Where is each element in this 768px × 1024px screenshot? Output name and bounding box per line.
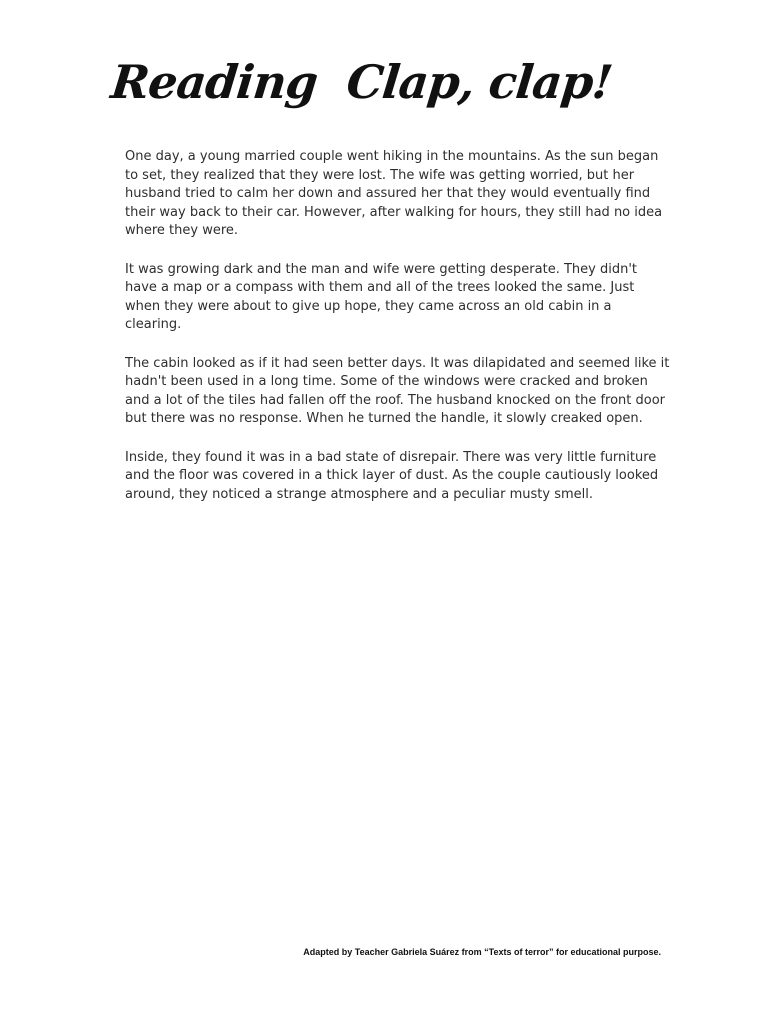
- story-paragraph-2: It was growing dark and the man and wife were getting desperate. They didn't have a map or a compass with them and all of the trees looked the same. Just when they were about to give up hope, they came across an old cabin in a clearing.: [125, 261, 637, 332]
- story-paragraph-1: One day, a young married couple went hiking in the mountains. As the sun began to set, they realized that they were lost. The wife was getting worried, but her husband tried to calm her down and assured her that they would eventually find their way back to their car. However, after walking for hours, they still had no idea where they were.: [125, 149, 663, 238]
- story-paragraph-3: The cabin looked as if it had seen better days. It was dilapidated and seemed like it hadn't been used in a long time. Some of the windows were cracked and broken and a lot of the tiles had fallen off the roof. The husband knocked on the front door but there was no response. When he turned the handle, it slowly creaked open.: [125, 355, 670, 426]
- attribution-footer: Adapted by Teacher Gabriela Suárez from “Texts of terror” for educational purpose.: [303, 947, 661, 957]
- page-title: Reading Clap, clap!: [108, 55, 615, 109]
- story-paragraph-4: Inside, they found it was in a bad state of disrepair. There was very little furniture and the floor was covered in a thick layer of dust. As the couple cautiously looked around, they noticed a strange atmosphere and a peculiar musty smell.: [125, 449, 659, 502]
- story-body: [125, 148, 670, 524]
